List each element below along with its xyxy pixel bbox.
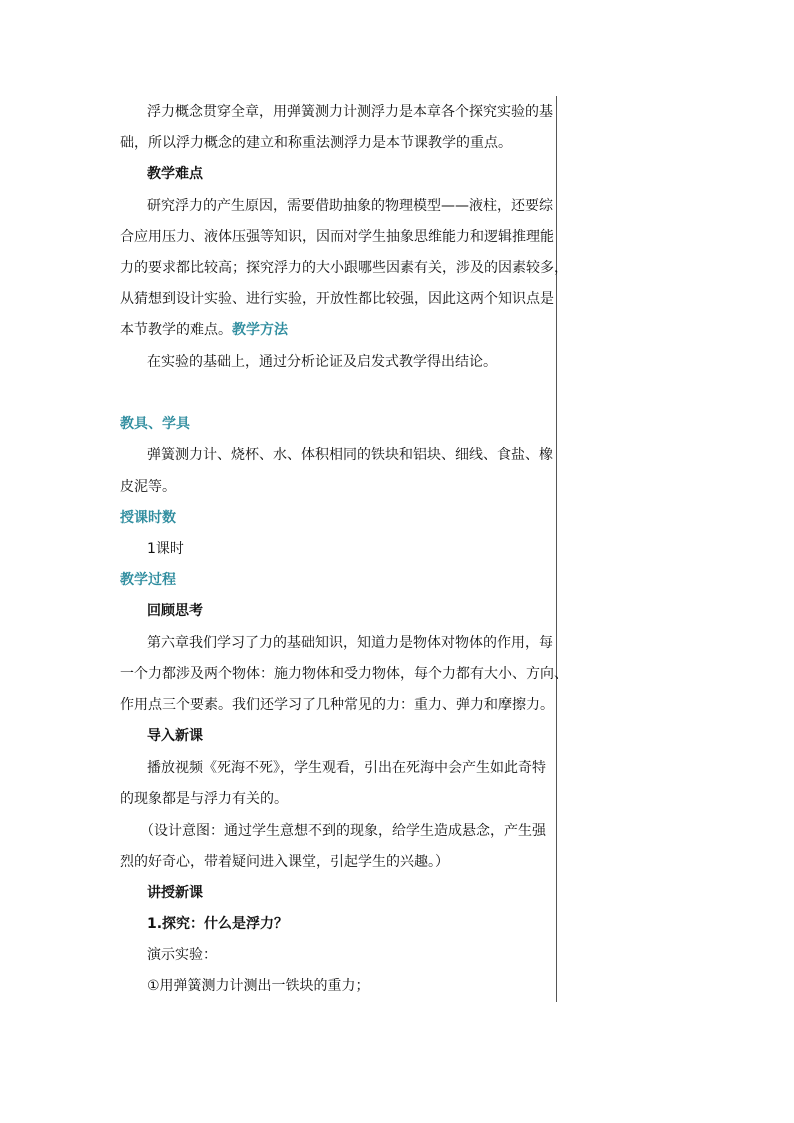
difficulty-line-1: 研究浮力的产生原因，需要借助抽象的物理模型——液柱，还要综 (147, 198, 553, 214)
heading-hours: 授课时数 (120, 510, 176, 526)
heading-difficulty: 教学难点 (147, 166, 203, 182)
review-line-2: 一个力都涉及两个物体：施力物体和受力物体，每个力都有大小、方向、 (120, 666, 568, 682)
intro-line-2: 础，所以浮力概念的建立和称重法测浮力是本节课教学的重点。 (120, 135, 512, 151)
design-line-2: 烈的好奇心，带着疑问进入课堂，引起学生的兴趣。） (120, 854, 449, 870)
hours-text: 1课时 (147, 541, 184, 557)
heading-intro: 导入新课 (147, 728, 203, 744)
intro-new-line-1: 播放视频《死海不死》，学生观看，引出在死海中会产生如此奇特 (147, 760, 546, 776)
difficulty-line-2: 合应用压力、液体压强等知识，因而对学生抽象思维能力和逻辑推理能 (120, 229, 554, 245)
review-line-1: 第六章我们学习了力的基础知识，知道力是物体对物体的作用，每 (147, 635, 553, 651)
step-1: ①用弹簧测力计测出一铁块的重力； (147, 978, 370, 994)
heading-lecture: 讲授新课 (147, 885, 203, 901)
demo-label: 演示实验： (147, 947, 217, 963)
difficulty-line-5-text: 本节教学的难点。 (120, 322, 232, 338)
heading-tools: 教具、学具 (120, 416, 190, 432)
design-line-1: （设计意图：通过学生意想不到的现象，给学生造成悬念，产生强 (140, 823, 546, 839)
tools-line-2: 皮泥等。 (120, 479, 176, 495)
difficulty-line-4: 从猜想到设计实验、进行实验，开放性都比较强，因此这两个知识点是 (120, 291, 554, 307)
difficulty-line-3: 力的要求都比较高；探究浮力的大小跟哪些因素有关，涉及的因素较多， (120, 260, 568, 276)
margin-rule (556, 96, 557, 1002)
heading-process: 教学过程 (120, 572, 176, 588)
heading-method: 教学方法 (232, 322, 288, 338)
heading-review: 回顾思考 (147, 603, 203, 619)
review-line-3: 作用点三个要素。我们还学习了几种常见的力：重力、弹力和摩擦力。 (120, 697, 554, 713)
heading-explore: 1.探究：什么是浮力？ (147, 916, 289, 932)
intro-new-line-2: 的现象都是与浮力有关的。 (120, 791, 288, 807)
tools-line-1: 弹簧测力计、烧杯、水、体积相同的铁块和铝块、细线、食盐、橡 (147, 447, 553, 463)
intro-line-1: 浮力概念贯穿全章，用弹簧测力计测浮力是本章各个探究实验的基 (147, 104, 553, 120)
method-text: 在实验的基础上，通过分析论证及启发式教学得出结论。 (147, 354, 497, 370)
difficulty-line-5 (120, 321, 288, 339)
